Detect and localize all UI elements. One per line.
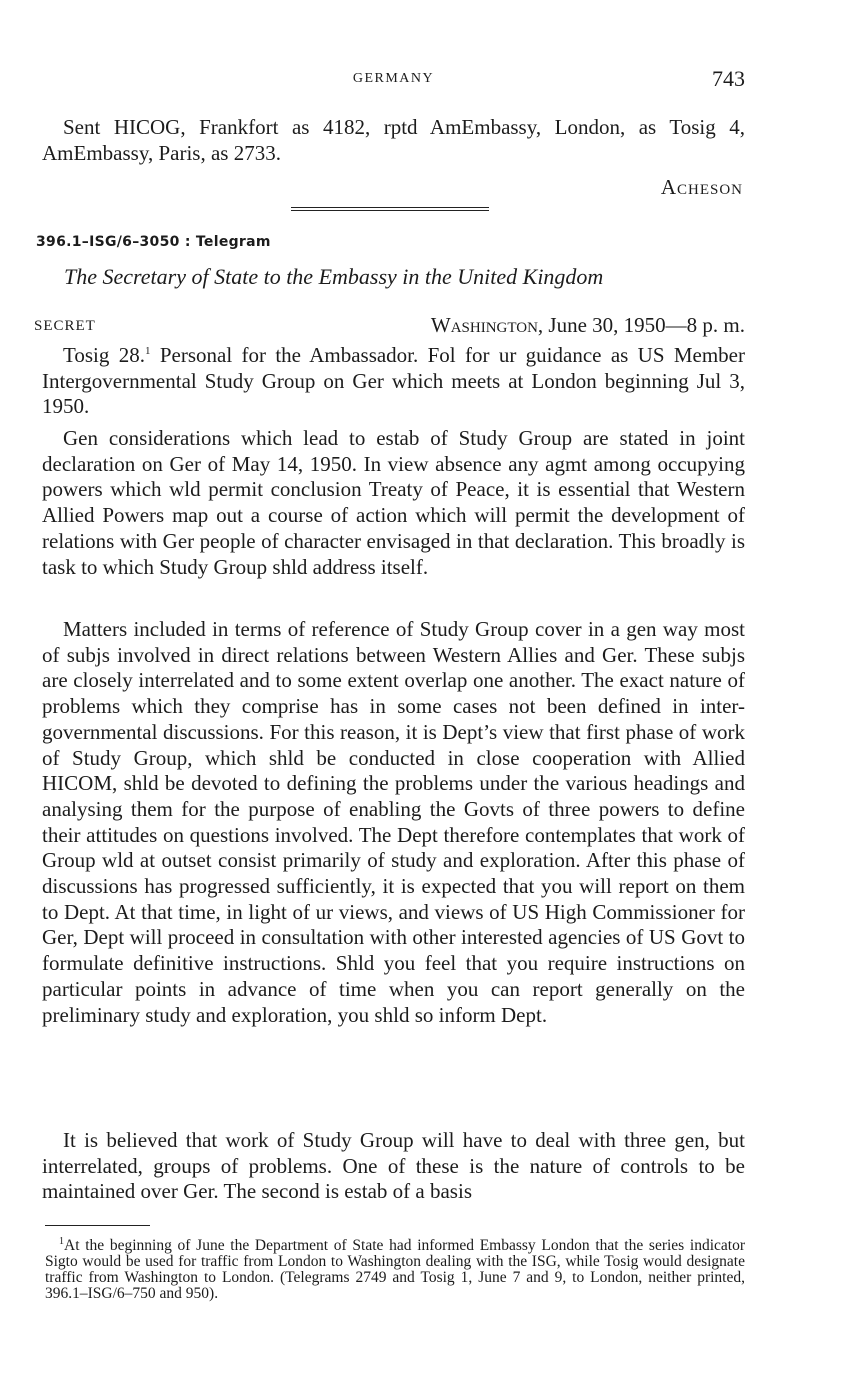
signature-name: Acheson bbox=[660, 175, 743, 199]
running-head bbox=[42, 66, 745, 94]
footnote-reference: 1 bbox=[144, 345, 151, 357]
page-number: 743 bbox=[712, 66, 745, 91]
sent-paragraph: Sent HICOG, Frankfort as 4182, rptd AmEmbassy, London, as Tosig 4, AmEmbassy, Paris, as 2733. bbox=[42, 115, 745, 165]
footnote bbox=[45, 1235, 745, 1302]
telegram-number: Tosig 28. bbox=[63, 343, 145, 367]
signature bbox=[661, 175, 743, 200]
footnote-mark: 1 bbox=[59, 1235, 64, 1247]
paragraph-1-text: Personal for the Ambassador. Fol for ur guidance as US Member Intergovernmental Study Group on Ger which meets at London beginning Jul 3, 1950. bbox=[42, 343, 745, 419]
dateline-place: Washington bbox=[430, 313, 538, 337]
paragraph-4: It is believed that work of Study Group will have to deal with three gen, but interrelated, groups of problems. One of these is the nature of controls to be maintained over Ger. The second is estab of a basis bbox=[42, 1128, 745, 1204]
dateline bbox=[431, 313, 745, 338]
file-reference: 396.1–ISG/6–3050 : Telegram bbox=[36, 234, 271, 250]
paragraph-2: Gen considerations which lead to estab of Study Group are stated in joint declaration on Ger of May 14, 1950. In view absence any agmt among occupying powers which wld permit conclusion Treaty of Peace, it is essential that Western Allied Powers map out a course of action which will permit the development of relations with Ger people of character envisaged in that declaration. This broadly is task to which Study Group shld address itself. bbox=[42, 426, 745, 579]
document-title: The Secretary of State to the Embassy in the United Kingdom bbox=[64, 264, 604, 289]
classification: SECRET bbox=[34, 318, 96, 334]
running-title: GERMANY bbox=[352, 71, 435, 86]
paragraph-1 bbox=[42, 343, 745, 420]
section-divider bbox=[291, 207, 489, 211]
footnote-divider bbox=[45, 1225, 150, 1226]
paragraph-3: Matters included in terms of reference of Study Group cover in a gen way most of subjs involved in direct relations between Western Allies and Ger. These subjs are closely interrelated and to some extent overlap one another. The exact nature of problems which they comprise has in some cases not been defined in inter-governmental discussions. For this reason, it is Dept’s view that first phase of work of Study Group, which shld be conducted in close cooperation with Allied HICOM, shld be devoted to defining the problems under the various headings and analysing them for the purpose of enabling the Govts of three powers to define their attitudes on questions involved. The Dept therefore contemplates that work of Group wld at outset consist primarily of study and exploration. After this phase of discussions has progressed sufficiently, it is expected that you will report on them to Dept. At that time, in light of ur views, and views of US High Commissioner for Ger, Dept will proceed in consultation with other interested agencies of US Govt to formulate definitive instructions. Shld you feel that you require instructions on particular points in advance of time when you can report generally on the preliminary study and exploration, you shld so inform Dept. bbox=[42, 617, 745, 1027]
dateline-date: , June 30, 1950—8 p. m. bbox=[537, 313, 745, 337]
footnote-text: At the beginning of June the Department of State had informed Embassy London that the series indicator Sigto would be used for traffic from London to Washington dealing with the ISG, while Tosig would designate traffic from Washington to London. (Telegrams 2749 and Tosig 1, June 7 and 9, to London, neither printed, 396.1–ISG/6–750 and 950). bbox=[45, 1237, 745, 1302]
